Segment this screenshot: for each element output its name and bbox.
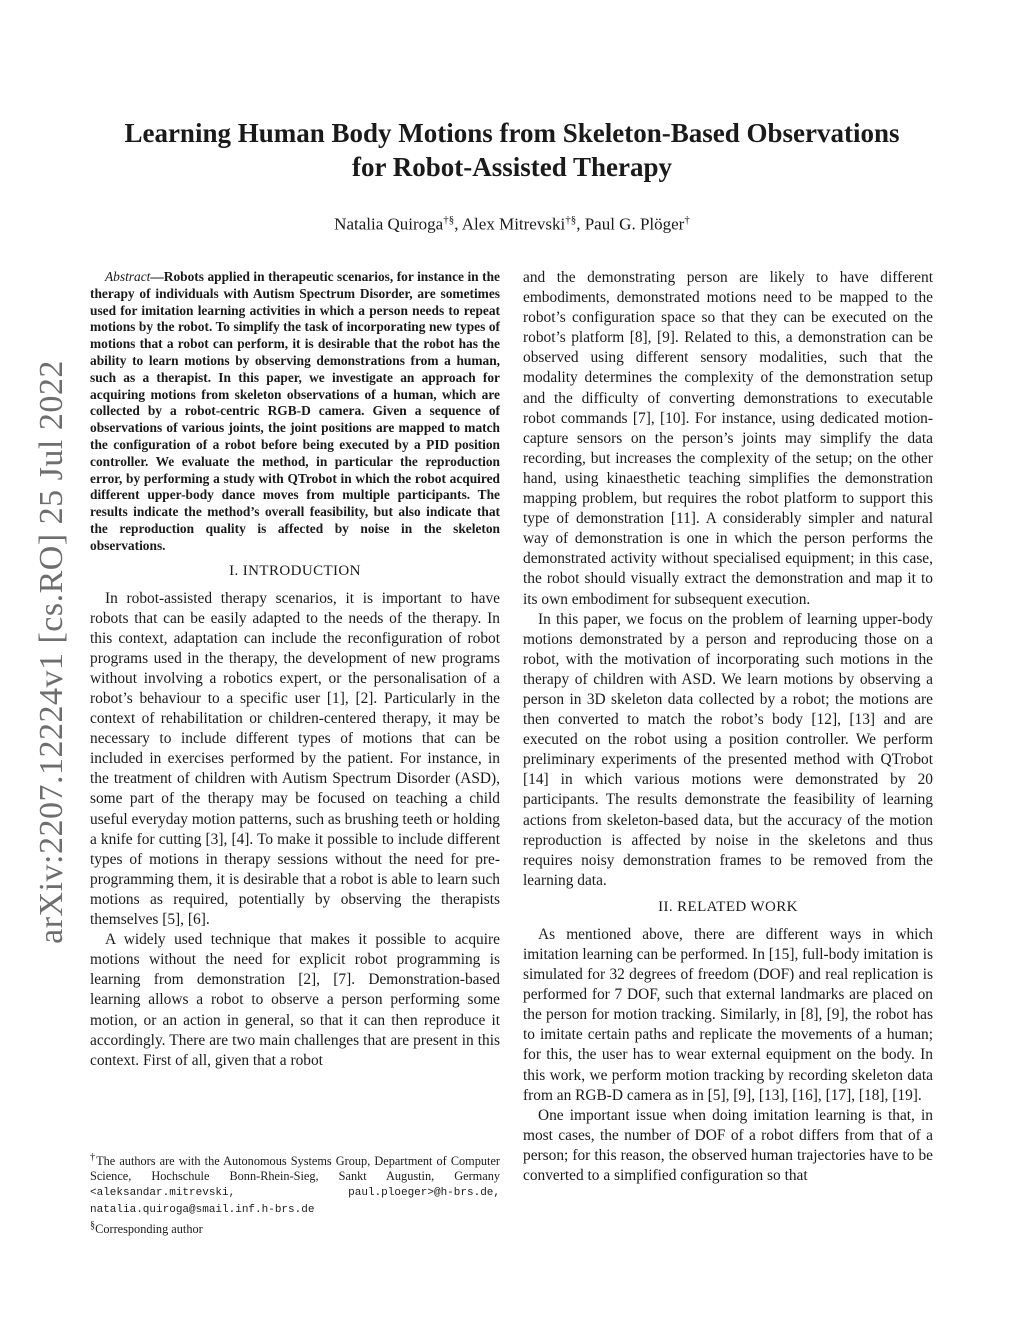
abstract-label: Abstract xyxy=(105,269,151,284)
abstract-dash: — xyxy=(150,269,164,284)
email-address: natalia.quiroga@smail.inf.h-brs.de xyxy=(90,1204,315,1217)
author-affiliation-mark: †§ xyxy=(443,214,455,226)
paragraph: and the demonstrating person are likely to have different embodiments, demonstrated motions need to be mapped to the robot’s configuration space so that they can be executed on the robot’s platform [8], [9]. Related to this, a demonstration can be observed using different sensory modalities, such that the modality determines the complexity of the demonstration setup and the difficulty of converting demonstrations to executable robot commands [7], [10]. For instance, using dedicated motion-capture sensors on the person’s joints may simplify the data recording, but increases the complexity of the setup; on the other hand, using kinaesthetic teaching simplifies the demonstration mapping problem, but requires the robot platform to support this type of demonstration [11]. A considerably simpler and natural way of demonstration is one in which the person performs the demonstrated activity without specialised equipment; in this case, the robot should visually extract the demonstration and map it to its own embodiment for subsequent execution. xyxy=(523,269,933,608)
paragraph: In this paper, we focus on the problem of learning upper-body motions demonstrated by a person and reproducing those on a robot, with the motivation of incorporating such motions in the therapy of children with ASD. We learn motions by observing a person in 3D skeleton data collected by a robot; the motions are then converted to match the robot’s body [12], [13] and are executed on the robot using a position controller. We perform preliminary experiments of the presented method with QTrobot [14] in which various motions were demonstrated by 20 participants. The results demonstrate the feasibility of learning actions from skeleton-based data, but the accuracy of the motion reproduction is affected by noise in the skeletons and thus requires noisy demonstration frames to be removed from the learning data. xyxy=(523,610,933,889)
paragraph: As mentioned above, there are different ways in which imitation learning can be performed. In [15], full-body imitation is simulated for 32 degrees of freedom (DOF) and real replication is performed for 7 DOF, such that external landmarks are placed on the person for motion tracking. Similarly, in [8], [9], the robot has to imitate certain paths and replicate the movements of a human; for this, the user has to wear external equipment on the body. In this work, we perform motion tracking by recording skeleton data from an RGB-D camera as in [5], [9], [13], [16], [17], [18], [19]. xyxy=(523,925,933,1104)
footnote-text: Corresponding author xyxy=(95,1222,203,1237)
abstract xyxy=(90,269,500,555)
paper-title xyxy=(90,116,934,184)
paper-title-line1: Learning Human Body Motions from Skeleton-Based Observations xyxy=(124,118,900,148)
author-name: Alex Mitrevski xyxy=(461,214,566,234)
footnote-mark: † xyxy=(90,1152,97,1163)
abstract-text: Robots applied in therapeutic scenarios, for instance in the therapy of individuals with Autism Spectrum Disorder, are sometimes used for imitation learning activities in which a person needs to repeat motions by the robot. To simplify the task of incorporating new types of motions that a robot can perform, it is desirable that the robot has the ability to learn motions by observing demonstrations from a human, such as a therapist. In this paper, we investigate an approach for acquiring motions from skeleton observations of a human, which are collected by a robot-centric RGB-D camera. Given a sequence of observations of various joints, the joint positions are mapped to match the configuration of a robot before being executed by a PID position controller. We evaluate the method, in particular the reproduction error, by performing a study with QTrobot in which the robot acquired different upper-body dance moves from multiple participants. The results indicate the method’s overall feasibility, but also indicate that the reproduction quality is affected by noise in the skeleton observations. xyxy=(90,269,500,553)
footnote-affiliation xyxy=(90,1150,500,1218)
footnote-text: The authors are with the Autonomous Systems Group, Department of Computer Science, Hochschule Bonn-Rhein-Sieg, Sankt Augustin, Germany xyxy=(90,1154,501,1184)
footnote-mark: § xyxy=(90,1220,96,1232)
author-name: Natalia Quiroga xyxy=(334,214,444,234)
left-column xyxy=(90,269,500,1071)
author-affiliation-mark: † xyxy=(684,214,690,226)
author-name: Paul G. Plöger xyxy=(584,214,685,234)
footnotes xyxy=(90,1150,500,1237)
paragraph: A widely used technique that makes it possible to acquire motions without the need for explicit robot programming is learning from demonstration [2], [7]. Demonstration-based learning allows a robot to observe a person performing some motion, or an action in general, so that it can then reproduce it accordingly. There are two main challenges that are present in this context. First of all, given that a robot xyxy=(90,931,500,1069)
right-column xyxy=(523,268,933,1186)
footnote-corresponding xyxy=(90,1218,500,1237)
paper-title-line2: for Robot-Assisted Therapy xyxy=(351,152,673,182)
paragraph: One important issue when doing imitation learning is that, in most cases, the number of DOF of a robot differs from that of a person; for this reason, the observed human trajectories have to be converted to a simplified configuration so that xyxy=(523,1106,933,1185)
author-affiliation-mark: †§ xyxy=(565,214,577,226)
author-list: Natalia Quiroga†§, Alex Mitrevski†§, Paul G. Plöger† xyxy=(334,214,690,234)
section-heading-related-work: II. RELATED WORK xyxy=(658,898,798,915)
section-heading-introduction: I. INTRODUCTION xyxy=(229,562,361,579)
arxiv-identifier-text: arXiv:2207.12224v1 [cs.RO] 25 Jul 2022 xyxy=(33,360,70,944)
paragraph: In robot-assisted therapy scenarios, it is important to have robots that can be easily adapted to the needs of the therapy. In this context, adaptation can include the reconfiguration of robot programs used in the therapy, the development of new programs without involving a robotics expert, or the personalisation of a robot’s behaviour to a specific user [1], [2]. Particularly in the context of rehabilitation or children-centered therapy, it may be necessary to include different types of motions that can be included in exercises performed by the patient. For instance, in the treatment of children with Autism Spectrum Disorder (ASD), some part of the therapy may be focused on teaching a child useful everyday motion patterns, such as brushing teeth or holding a knife for cutting [3], [4]. To make it possible to include different types of motions in therapy sessions without the need for pre-programming them, it is desirable that a robot is able to learn such motions as required, potentially by observing the therapists themselves [5], [6]. xyxy=(90,589,500,929)
email-addresses: <aleksandar.mitrevski, paul.ploeger>@h-brs.de, xyxy=(90,1187,500,1200)
